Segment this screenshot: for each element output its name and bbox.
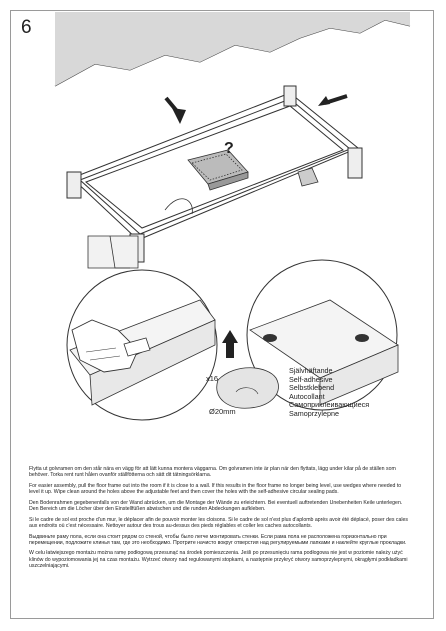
wedges bbox=[188, 150, 248, 190]
adhesive-label: Samoprzylepne bbox=[289, 408, 339, 418]
wall-shading bbox=[55, 12, 410, 86]
sealing-hole bbox=[355, 334, 369, 342]
adhesive-label: Самоприклеивающиеся bbox=[289, 400, 370, 410]
instruction-paragraph: Выдвиньте раму пола, если она стоит рядом со стеной, чтобы было легче монтировать стенки. Если рама пола не расположена горизонтально при перемещении, подложите клинья там, где это необходимо. Протрите начисто вокруг отверстия над регулируемыми лапками и наклейте круглые прокладки. bbox=[29, 533, 407, 546]
detail-callout-box bbox=[88, 236, 138, 268]
instruction-paragraph: Flytta ut golvramen om den står nära en vägg för att lätt kunna montera väggarna. Om golvramen inte är plan när den flyttats, lägg under kilar på de ställen som behöver. Torka rent runt hålen ovanför ställfötterna och sätt dit tätningsörklarna. bbox=[29, 466, 396, 479]
adhesive-label: Självhäftande bbox=[289, 366, 333, 375]
sealing-hole bbox=[263, 334, 277, 342]
instructions bbox=[29, 466, 411, 574]
question-mark: ? bbox=[224, 140, 234, 157]
quantity-label: x16 bbox=[206, 374, 219, 383]
adhesive-label: Self-adhesive bbox=[289, 374, 333, 384]
arrow-up-icon bbox=[222, 330, 238, 343]
adhesive-label: Selbstklebend bbox=[289, 383, 335, 393]
instruction-paragraph: Den Bodenrahmen gegebenenfalls von der Wand abrücken, um die Montage der Wände zu erleichtern. Bei eventuell auftretenden Unebenheiten Keile unterlegen. Den Bereich um die Löcher über den Einstellfüßen abwischen und die runden Abdeckungen aufkleben. bbox=[29, 499, 403, 513]
corner-wedge bbox=[298, 168, 318, 186]
instruction-paragraph: Si le cadre de sol est proche d'un mur, le déplacer afin de pouvoir monter les cloisons. Si le cadre de sol n'est plus d'aplomb après avoir été déplacé, poser des cales aux endroits où c'est nécessaire. Nettoyer autour des trous au-dessus des pieds réglables et coller les caches autocollants. bbox=[29, 516, 408, 529]
instruction-paragraph: For easier assembly, pull the floor frame out into the room if it is close to a wall. If this results in the floor frame no longer being level, use wedges where needed to level it up. Wipe clean around the holes above the adjustable feet and then cover the holes with the self-adhesive circular sealing pads. bbox=[29, 482, 402, 496]
instruction-paragraph: W celu łatwiejszego montażu można ramę podłogową przesunąć na środek pomieszczenia. Jeśli po przesunięciu rama podłogowa nie jest w poziomie należy użyć klinów do wypoziomowania jej na czas montażu. Wytrzeć otwory nad regulowanymi stopkami, a następnie przykryć otwory samoprzylepnymi, okrągłymi podkładkami uszczelniającymi. bbox=[29, 550, 408, 570]
diameter-label: Ø20mm bbox=[209, 407, 236, 416]
step-number: 6 bbox=[21, 17, 32, 38]
adhesive-labels bbox=[289, 367, 369, 419]
adhesive-label: Autocollant bbox=[289, 391, 325, 401]
